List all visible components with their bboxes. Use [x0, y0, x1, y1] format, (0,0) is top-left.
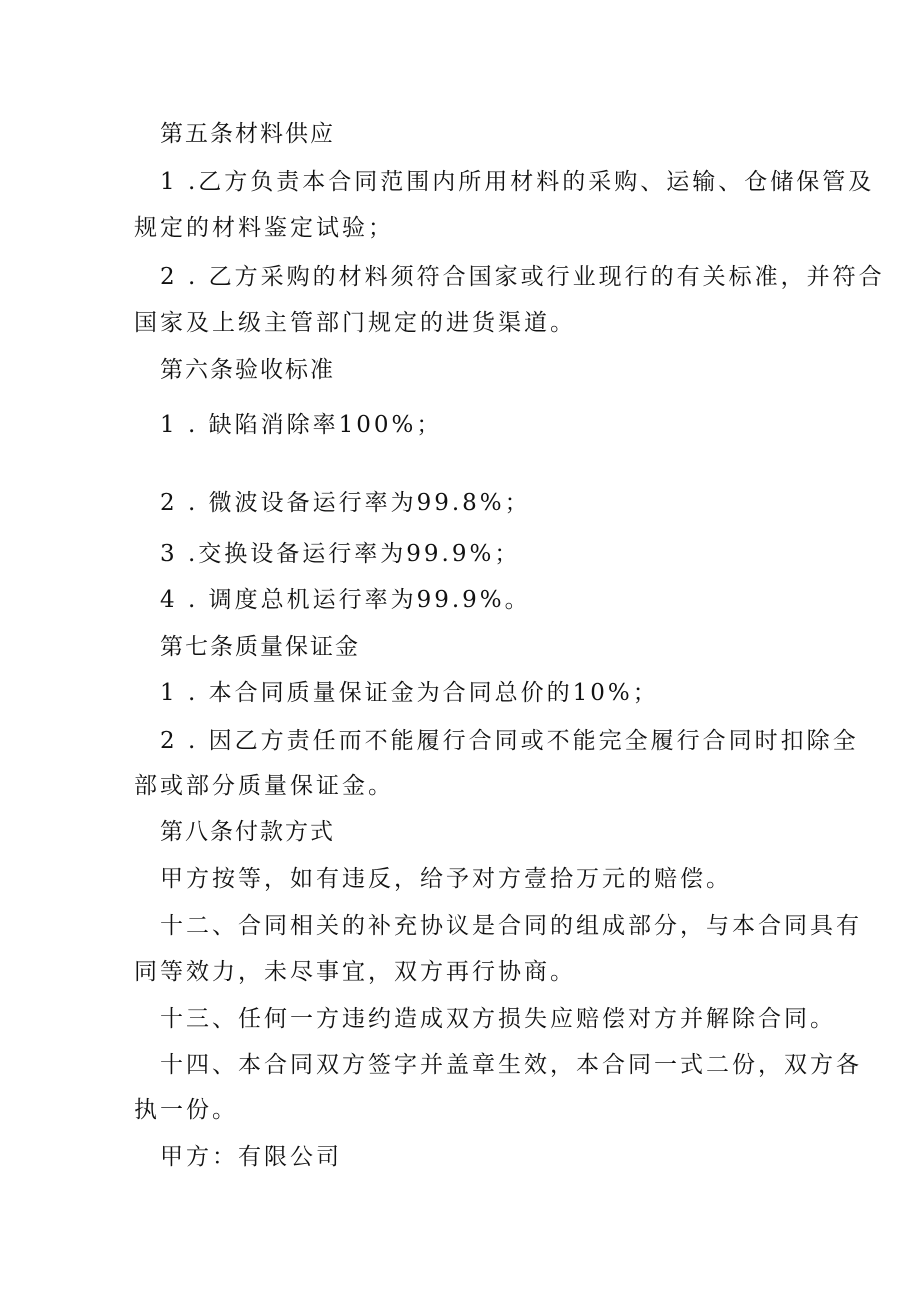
article-5-item-2-line-2: 国家及上级主管部门规定的进货渠道。 [134, 310, 576, 336]
article-6-heading: 第六条验收标准 [160, 357, 335, 383]
article-5-item-1-line-1: 1 .乙方负责本合同范围内所用材料的采购、运输、仓储保管及 [160, 169, 875, 195]
article-6-item-3: 3 .交换设备运行率为99.9%； [160, 541, 521, 567]
article-6-item-4: 4 . 调度总机运行率为99.9%。 [160, 587, 531, 613]
article-6-item-1: 1 . 缺陷消除率100%； [160, 412, 443, 438]
article-5-item-2-line-1: 2 . 乙方采购的材料须符合国家或行业现行的有关标准，并符合 [160, 264, 885, 290]
article-7-item-2-line-1: 2 . 因乙方责任而不能履行合同或不能完全履行合同时扣除全 [160, 728, 859, 754]
article-6-item-2: 2 . 微波设备运行率为99.8%； [160, 490, 531, 516]
clause-12-line-2: 同等效力，未尽事宜，双方再行协商。 [134, 959, 576, 985]
article-8-heading: 第八条付款方式 [160, 819, 335, 845]
article-7-heading: 第七条质量保证金 [160, 634, 360, 660]
article-7-item-2-line-2: 部或部分质量保证金。 [134, 773, 394, 799]
clause-12-line-1: 十二、合同相关的补充协议是合同的组成部分，与本合同具有 [160, 913, 862, 939]
party-a-signature-line: 甲方：有限公司 [160, 1144, 342, 1170]
article-7-item-1: 1 . 本合同质量保证金为合同总价的10%； [160, 680, 659, 706]
article-5-heading: 第五条材料供应 [160, 121, 335, 147]
clause-13: 十三、任何一方违约造成双方损失应赔偿对方并解除合同。 [160, 1006, 836, 1032]
article-8-text: 甲方按等，如有违反，给予对方壹拾万元的赔偿。 [160, 866, 732, 892]
article-5-item-1-line-2: 规定的材料鉴定试验； [134, 215, 394, 241]
clause-14-line-2: 执一份。 [134, 1097, 238, 1123]
clause-14-line-1: 十四、本合同双方签字并盖章生效，本合同一式二份，双方各 [160, 1052, 862, 1078]
